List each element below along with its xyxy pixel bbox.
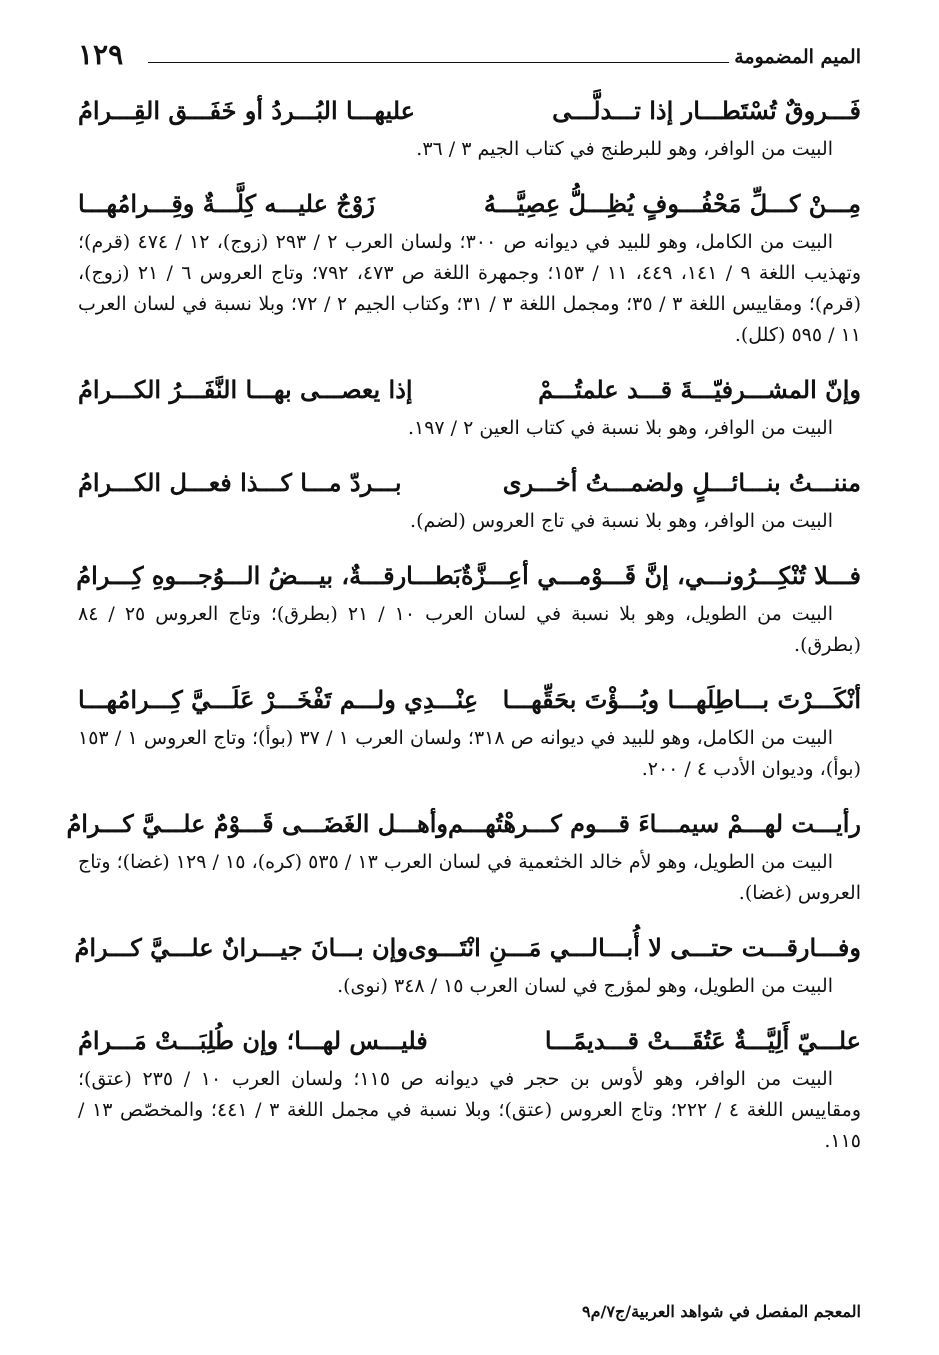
verse-source-note: البيت من الكامل، وهو للبيد في ديوانه ص ٣٠٠؛ ولسان العرب ٢ / ٢٩٣ (زوج)، ١٢ / ٤٧٤ (قرم)؛ وتهذيب اللغة ٩ / ١٤١، ٤٤٩، ١١ / ١٥٣؛ وجمهرة اللغة ص ٤٧٣، ٧٩٢؛ وتاج العروس ٦ / ٢١ (زوج)، (قرم)؛ ومقاييس اللغة ٣ / ٣٥؛ ومجمل اللغة ٣ / ٣١؛ وكتاب الجيم ٢ / ٧٢؛ وبلا نسبة في لسان العرب ١١ / ٥٩٥ (كلل). — [78, 231, 862, 346]
first-hemistich: علـــيّ أَلِيَّـــةٌ عَتُقَـــتْ قـــديمًـــا — [544, 1026, 861, 1055]
second-hemistich: وأهـــل الغَضَـــى قَـــوْمٌ علـــيَّ كـــرامُ — [66, 809, 448, 838]
first-hemistich: فَـــروقٌ تُسْتَطـــار إذا تـــدلَّـــى — [552, 96, 861, 125]
verse-line — [78, 1016, 861, 1066]
verse-source-note: البيت من الكامل، وهو للبيد في ديوانه ص ٣١٨؛ ولسان العرب ١ / ٣٧ (بوأ)؛ وتاج العروس ١ / ١٥٣ (بوأ)، وديوان الأدب ٤ / ٢٠٠. — [78, 727, 861, 780]
verse-line — [78, 551, 861, 601]
verse-line — [78, 179, 861, 229]
verse-entries — [66, 86, 862, 1171]
first-hemistich: وفـــارقـــت حتـــى لا أُبـــالـــي مَـــنِ انْتَـــوى — [407, 933, 861, 962]
verse-source-note: البيت من الوافر، وهو بلا نسبة في تاج العروس (لضم). — [410, 510, 833, 532]
verse-source-note: البيت من الوافر، وهو لأوس بن حجر في ديوانه ص ١١٥؛ ولسان العرب ١٠ / ٢٣٥ (عتق)؛ ومقاييس اللغة ٤ / ٢٢٢؛ وتاج العروس (عتق)؛ وبلا نسبة في مجمل اللغة ٣ / ٤٤١؛ والمخصّص ١٣ / ١١٥. — [78, 1068, 862, 1152]
verse-line — [78, 86, 861, 136]
page-header — [78, 38, 861, 72]
verse-line — [74, 923, 861, 973]
section-title: الميم المضمومة — [734, 46, 861, 68]
first-hemistich: فـــلا تُنْكِـــرُونـــي، إنَّ قَـــوْمـــي أعِـــزَّةٌ — [460, 561, 861, 590]
verse-source-note: البيت من الوافر، وهو بلا نسبة في كتاب العين ٢ / ١٩٧. — [407, 417, 833, 439]
verse-line — [66, 799, 861, 849]
verse-entry — [78, 458, 861, 537]
second-hemistich: عليهـــا البُـــردُ أو خَفَـــق القِـــرامُ — [78, 96, 415, 125]
verse-entry — [78, 551, 861, 661]
first-hemistich: رأيـــت لهـــمْ سيمـــاءَ قـــوم كـــرهْتُهـــم — [448, 809, 861, 838]
second-hemistich: عِنْـــدِي ولـــم تَفْخَـــرْ عَلَـــيَّ كِـــرامُهـــا — [78, 685, 479, 714]
second-hemistich: بـــردّ مـــا كـــذا فعـــل الكـــرامُ — [78, 468, 402, 497]
verse-line — [78, 458, 861, 508]
verse-entry — [78, 179, 861, 351]
first-hemistich: مِـــنْ كـــلِّ مَحْفُـــوفٍ يُظِـــلُّ عِصِيَّـــهُ — [483, 189, 861, 218]
page-number: ١٢٩ — [78, 38, 124, 71]
header-rule — [148, 62, 729, 63]
verse-source-note: البيت من الوافر، وهو للبرطنج في كتاب الجيم ٣ / ٣٦. — [416, 138, 833, 160]
verse-entry — [78, 1016, 861, 1157]
verse-entry — [74, 923, 861, 1002]
second-hemistich: وإن بـــانَ جيـــرانٌ علـــيَّ كـــرامُ — [74, 933, 408, 962]
verse-entry — [78, 86, 861, 165]
verse-line — [78, 675, 861, 725]
page-footer: المعجم المفصل في شواهد العربية/ج٧/م٩ — [582, 1302, 861, 1321]
verse-source-note: البيت من الطويل، وهو لمؤرج في لسان العرب ١٥ / ٣٤٨ (نوى). — [337, 975, 833, 997]
verse-source-note: البيت من الطويل، وهو بلا نسبة في لسان العرب ١٠ / ٢١ (بطرق)؛ وتاج العروس ٢٥ / ٨٤ (بطرق). — [78, 603, 861, 656]
second-hemistich: زَوْجٌ عليـــه كِلَّـــةٌ وقِـــرامُهـــا — [78, 189, 375, 218]
first-hemistich: وإنّ المشـــرفيّـــةَ قـــد علمتُـــمْ — [538, 375, 861, 404]
second-hemistich: فليـــس لهـــا؛ وإن طُلِبَـــتْ مَـــرامُ — [78, 1026, 428, 1055]
second-hemistich: إذا يعصـــى بهـــا النَّفَـــرُ الكـــرامُ — [78, 375, 413, 404]
verse-entry — [78, 365, 861, 444]
verse-entry — [66, 799, 861, 909]
verse-entry — [78, 675, 861, 785]
verse-line — [78, 365, 861, 415]
verse-source-note: البيت من الطويل، وهو لأم خالد الخثعمية في لسان العرب ١٣ / ٥٣٥ (كره)، ١٥ / ١٢٩ (غضا)؛ وتاج العروس (غضا). — [78, 851, 861, 904]
second-hemistich: بَطـــارقـــةٌ، بيـــضُ الـــوُجـــوهِ كِـــرامُ — [76, 561, 461, 590]
first-hemistich: مننـــتُ بنـــائـــلٍ ولضمـــتُ أخـــرى — [502, 468, 861, 497]
first-hemistich: أنْكَـــرْتَ بـــاطِلَهـــا وبُـــؤْتَ بحَقِّهـــا — [502, 685, 861, 714]
